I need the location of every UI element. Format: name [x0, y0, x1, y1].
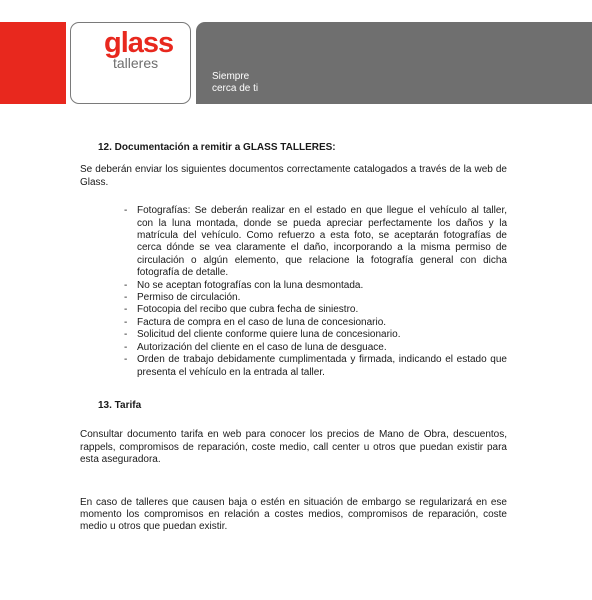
section-12-intro: Se deberán enviar los siguientes documentos correctamente catalogados a través de la web de Glass. [80, 164, 507, 188]
tagline-line-2: cerca de ti [212, 83, 259, 94]
section-13-paragraph-1: Consultar documento tarifa en web para conocer los precios de Mano de Obra, descuentos, rappels, compromisos de reparación, coste medio, call center u otros que puedan existir para esta aseguradora. [80, 429, 507, 466]
documents-list [80, 205, 507, 379]
bullet: - [124, 205, 128, 217]
section-13-heading: 13. Tarifa [98, 399, 142, 411]
list-item [124, 280, 507, 292]
bullet: - [124, 279, 128, 291]
list-item-text: Factura de compra en el caso de luna de concesionario. [137, 316, 387, 328]
tagline-line-1: Siempre [212, 71, 250, 82]
bullet: - [124, 341, 128, 353]
section-13 [80, 400, 507, 534]
list-item-text: Orden de trabajo debidamente cumplimentada y firmada, indicando el estado que presenta el vehículo en la entrada al taller. [137, 354, 507, 378]
list-item [124, 292, 507, 304]
tagline [212, 71, 258, 95]
list-item-text: Fotografías: Se deberán realizar en el estado en que llegue el vehículo al taller, con la luna montada, donde se pueda apreciar perfectamente los daños y la matrícula del vehículo. Como refuerzo a esta foto, se aceptarán fotografías de cerca dónde se vea claramente el daño, incorporando a la misma permiso de circulación o algún elemento, que relacione la fotografía general con dicha fotografía de detalle. [137, 205, 507, 279]
list-item-text: No se aceptan fotografías con la luna desmontada. [137, 279, 364, 291]
bullet: - [124, 354, 128, 366]
section-12-heading: 12. Documentación a remitir a GLASS TALLERES: [98, 142, 336, 153]
bullet: - [124, 316, 128, 328]
list-item [124, 354, 507, 379]
list-item-text: Permiso de circulación. [137, 292, 241, 304]
list-item [124, 329, 507, 341]
list-item [124, 342, 507, 354]
document-body [80, 142, 507, 534]
section-12 [80, 142, 507, 379]
section-13-paragraph-2: En caso de talleres que causen baja o estén en situación de embargo se regularizará en ese momento los compromisos en relación a costes medios, compromisos de reparación, coste medio u otros que puedan existir. [80, 496, 507, 533]
header-red-block [0, 22, 66, 104]
bullet: - [124, 304, 128, 316]
list-item-text: Autorización del cliente en el caso de luna de desguace. [137, 341, 387, 353]
bullet: - [124, 329, 128, 341]
header-gray-band [196, 22, 592, 104]
list-item [124, 304, 507, 316]
list-item-text: Fotocopia del recibo que cubra fecha de siniestro. [137, 304, 359, 316]
logo-word-glass: glass [104, 27, 174, 59]
list-item [124, 317, 507, 329]
logo-word-talleres: talleres [113, 55, 159, 71]
glass-talleres-logo [70, 22, 191, 104]
list-item-text: Solicitud del cliente conforme quiere luna de concesionario. [137, 329, 401, 341]
bullet: - [124, 292, 128, 304]
list-item [124, 205, 507, 279]
